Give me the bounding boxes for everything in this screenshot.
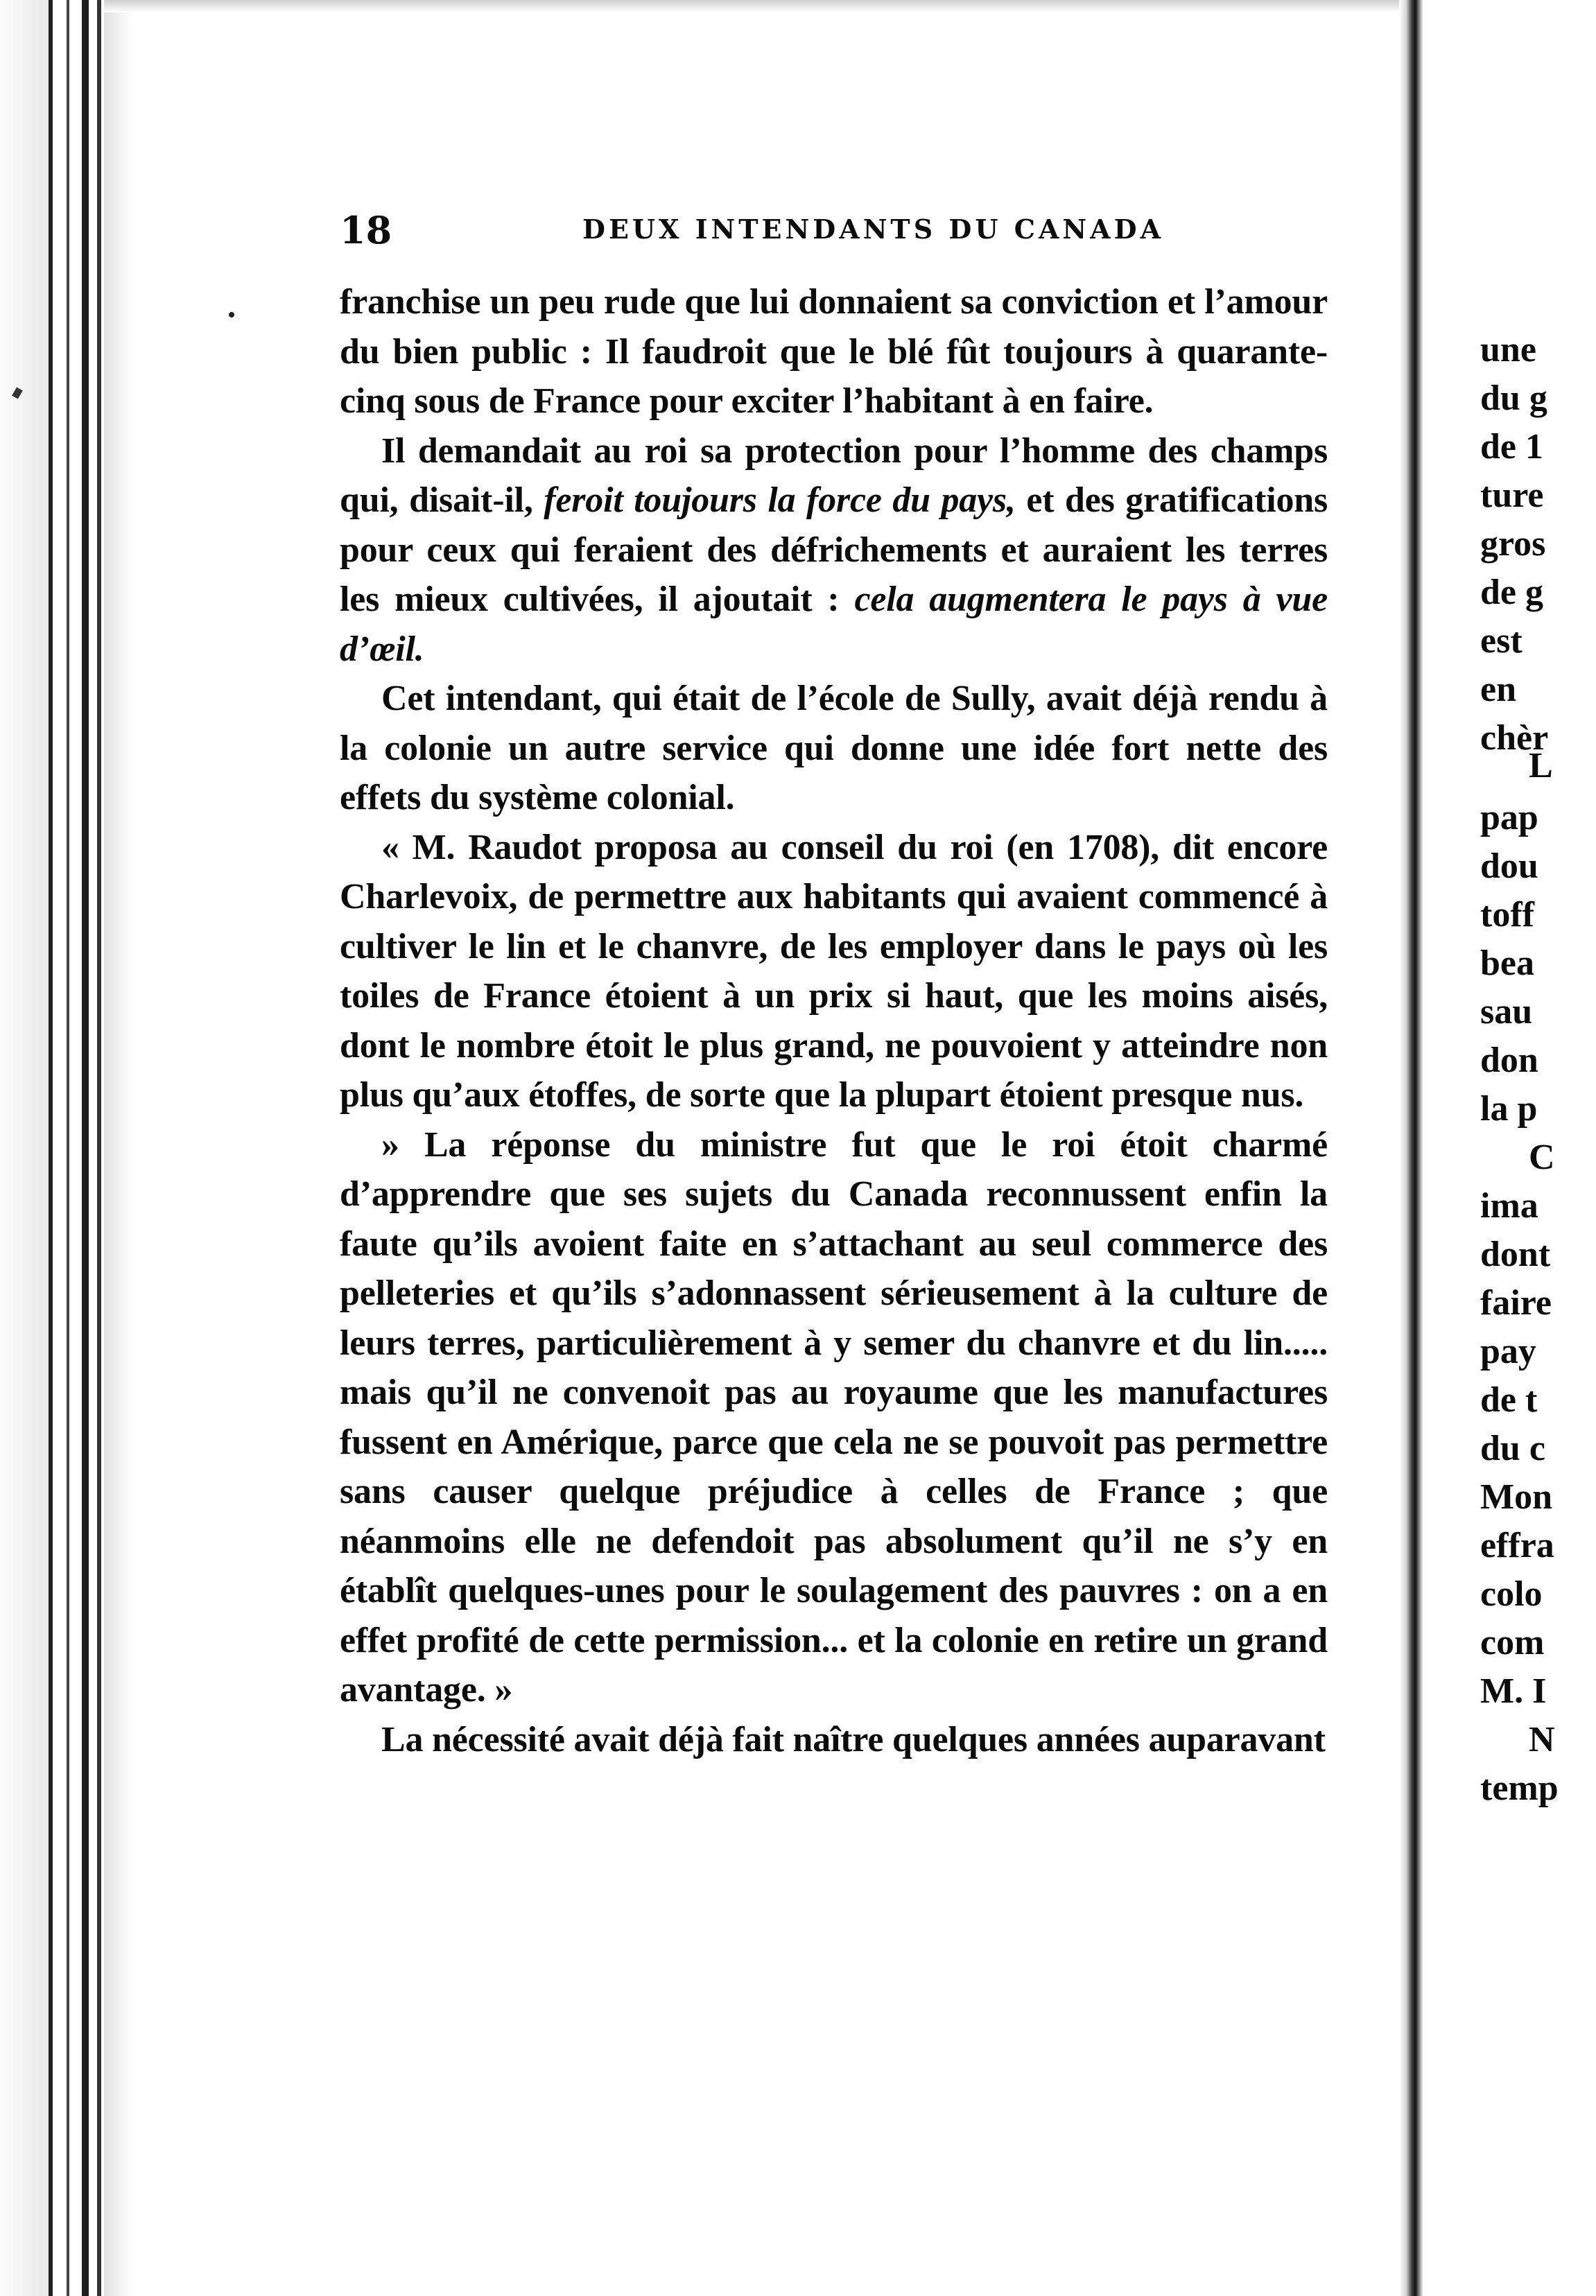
facing-page-fragment: toff [1480,895,1534,934]
facing-page-fragment: en [1480,670,1516,709]
facing-page-fragment: ture [1480,476,1544,515]
facing-page-fragment: une [1480,330,1536,369]
facing-page-fragment: est [1480,621,1523,661]
facing-page-fragment: effra [1480,1526,1554,1565]
facing-page-fragment: Mon [1480,1477,1552,1517]
paragraph [340,277,1328,426]
body-text [340,277,1328,1764]
facing-page-fragment: de t [1480,1380,1538,1420]
paragraph [340,1715,1328,1765]
text-run: franchise un peu rude que lui donnaient sa conviction et l’amour du bien public : Il faudroit que le blé fût toujours à quarante-cinq sous de France pour exciter l’habitant à en faire. [340,282,1328,421]
binding-line [49,0,53,2296]
paragraph [340,1120,1328,1715]
facing-page-fragment: du c [1480,1429,1545,1468]
binding-line [67,0,69,2296]
paragraph [340,674,1328,823]
facing-page-fragment: dou [1480,846,1538,886]
italic-quote: feroit toujours la force du pays, [544,480,1016,520]
facing-page-fragment: bea [1480,943,1534,983]
paragraph [340,426,1328,675]
facing-page-fragment: C [1529,1138,1555,1177]
text-run: Cet intendant, qui était de l’école de Sully, avait déjà rendu à la colonie un autre service qui donne une idée fort nette des effets du système colonial. [340,679,1328,817]
facing-page-fragment: du g [1480,379,1547,418]
paragraph [340,823,1328,1120]
facing-page-fragment: temp [1480,1768,1559,1808]
facing-page-fragment: L [1529,746,1553,785]
facing-page-fragment: pay [1480,1332,1536,1371]
facing-page-fragment: M. I [1480,1671,1547,1711]
book-binding-edge [0,0,49,2296]
facing-page-fragment: de g [1480,573,1543,612]
facing-page-fragment: de 1 [1480,427,1543,467]
text-run: Il demandait au roi sa protection pour l’homme des champs qui, disait-il, [340,430,1328,520]
text-run: » La réponse du ministre fut que le roi étoit charmé d’apprendre que ses sujets du Canada reconnussent enfin la faute qu’ils avoient faite en s’attachant au seul commerce des pelleteries et qu’ils s’adonnassent sérieusement à la culture de leurs terres, particulièrement à y semer du chanvre et du lin..... mais qu’il ne convenoit pas au royaume que les manufactures fussent en Amérique, parce que cela ne se pouvoit pas permettre sans causer quelque préjudice à celles de France ; que néanmoins elle ne defendoit pas absolument qu’il ne s’y en établît quelques-unes pour le soulagement des pauvres : on a en effet profité de cette permission... et la colonie en retire un grand avantage. » [340,1124,1328,1710]
page-number: 18 [340,208,392,252]
text-run: et des gratifications pour ceux qui feraient des défrichements et auraient les terres les mieux cultivées, il ajoutait : [340,480,1328,619]
facing-page-fragment: pap [1480,798,1538,837]
facing-page-fragment: gros [1480,524,1546,564]
page-top-edge [104,0,1407,12]
page-shadow [104,0,132,2296]
page-gutter [1399,0,1423,2296]
running-head: DEUX INTENDANTS DU CANADA [582,214,1165,245]
facing-page-fragment: com [1480,1623,1545,1662]
facing-page-fragment: colo [1480,1574,1543,1614]
binding-line [97,0,101,2296]
facing-page-fragment: la p [1480,1089,1538,1129]
facing-page-fragment: sau [1480,992,1533,1032]
text-run: La nécessité avait déjà fait naître quelques années auparavant [381,1719,1326,1759]
margin-speck [229,312,234,318]
binding-line [82,0,89,2296]
facing-page-fragment: N [1529,1720,1555,1759]
facing-page-fragment: dont [1480,1235,1551,1274]
facing-page-fragment: ima [1480,1186,1538,1226]
facing-page-fragment: faire [1480,1283,1552,1323]
facing-page-fragment: don [1480,1041,1538,1080]
text-run: « M. Raudot proposa au conseil du roi (en 1708), dit encore Charlevoix, de permettre aux habitants qui avaient commencé à cultiver le lin et le chanvre, de les employer dans le pays où les toiles de France étoient à un prix si haut, que les moins aisés, dont le nombre étoit le plus grand, ne pouvoient y atteindre non plus qu’aux étoffes, de sorte que la plupart étoient presque nus. [340,827,1328,1115]
facing-page-fragment: chèr [1480,718,1549,758]
italic-quote: cela augmentera le pays à vue d’œil. [340,580,1328,669]
